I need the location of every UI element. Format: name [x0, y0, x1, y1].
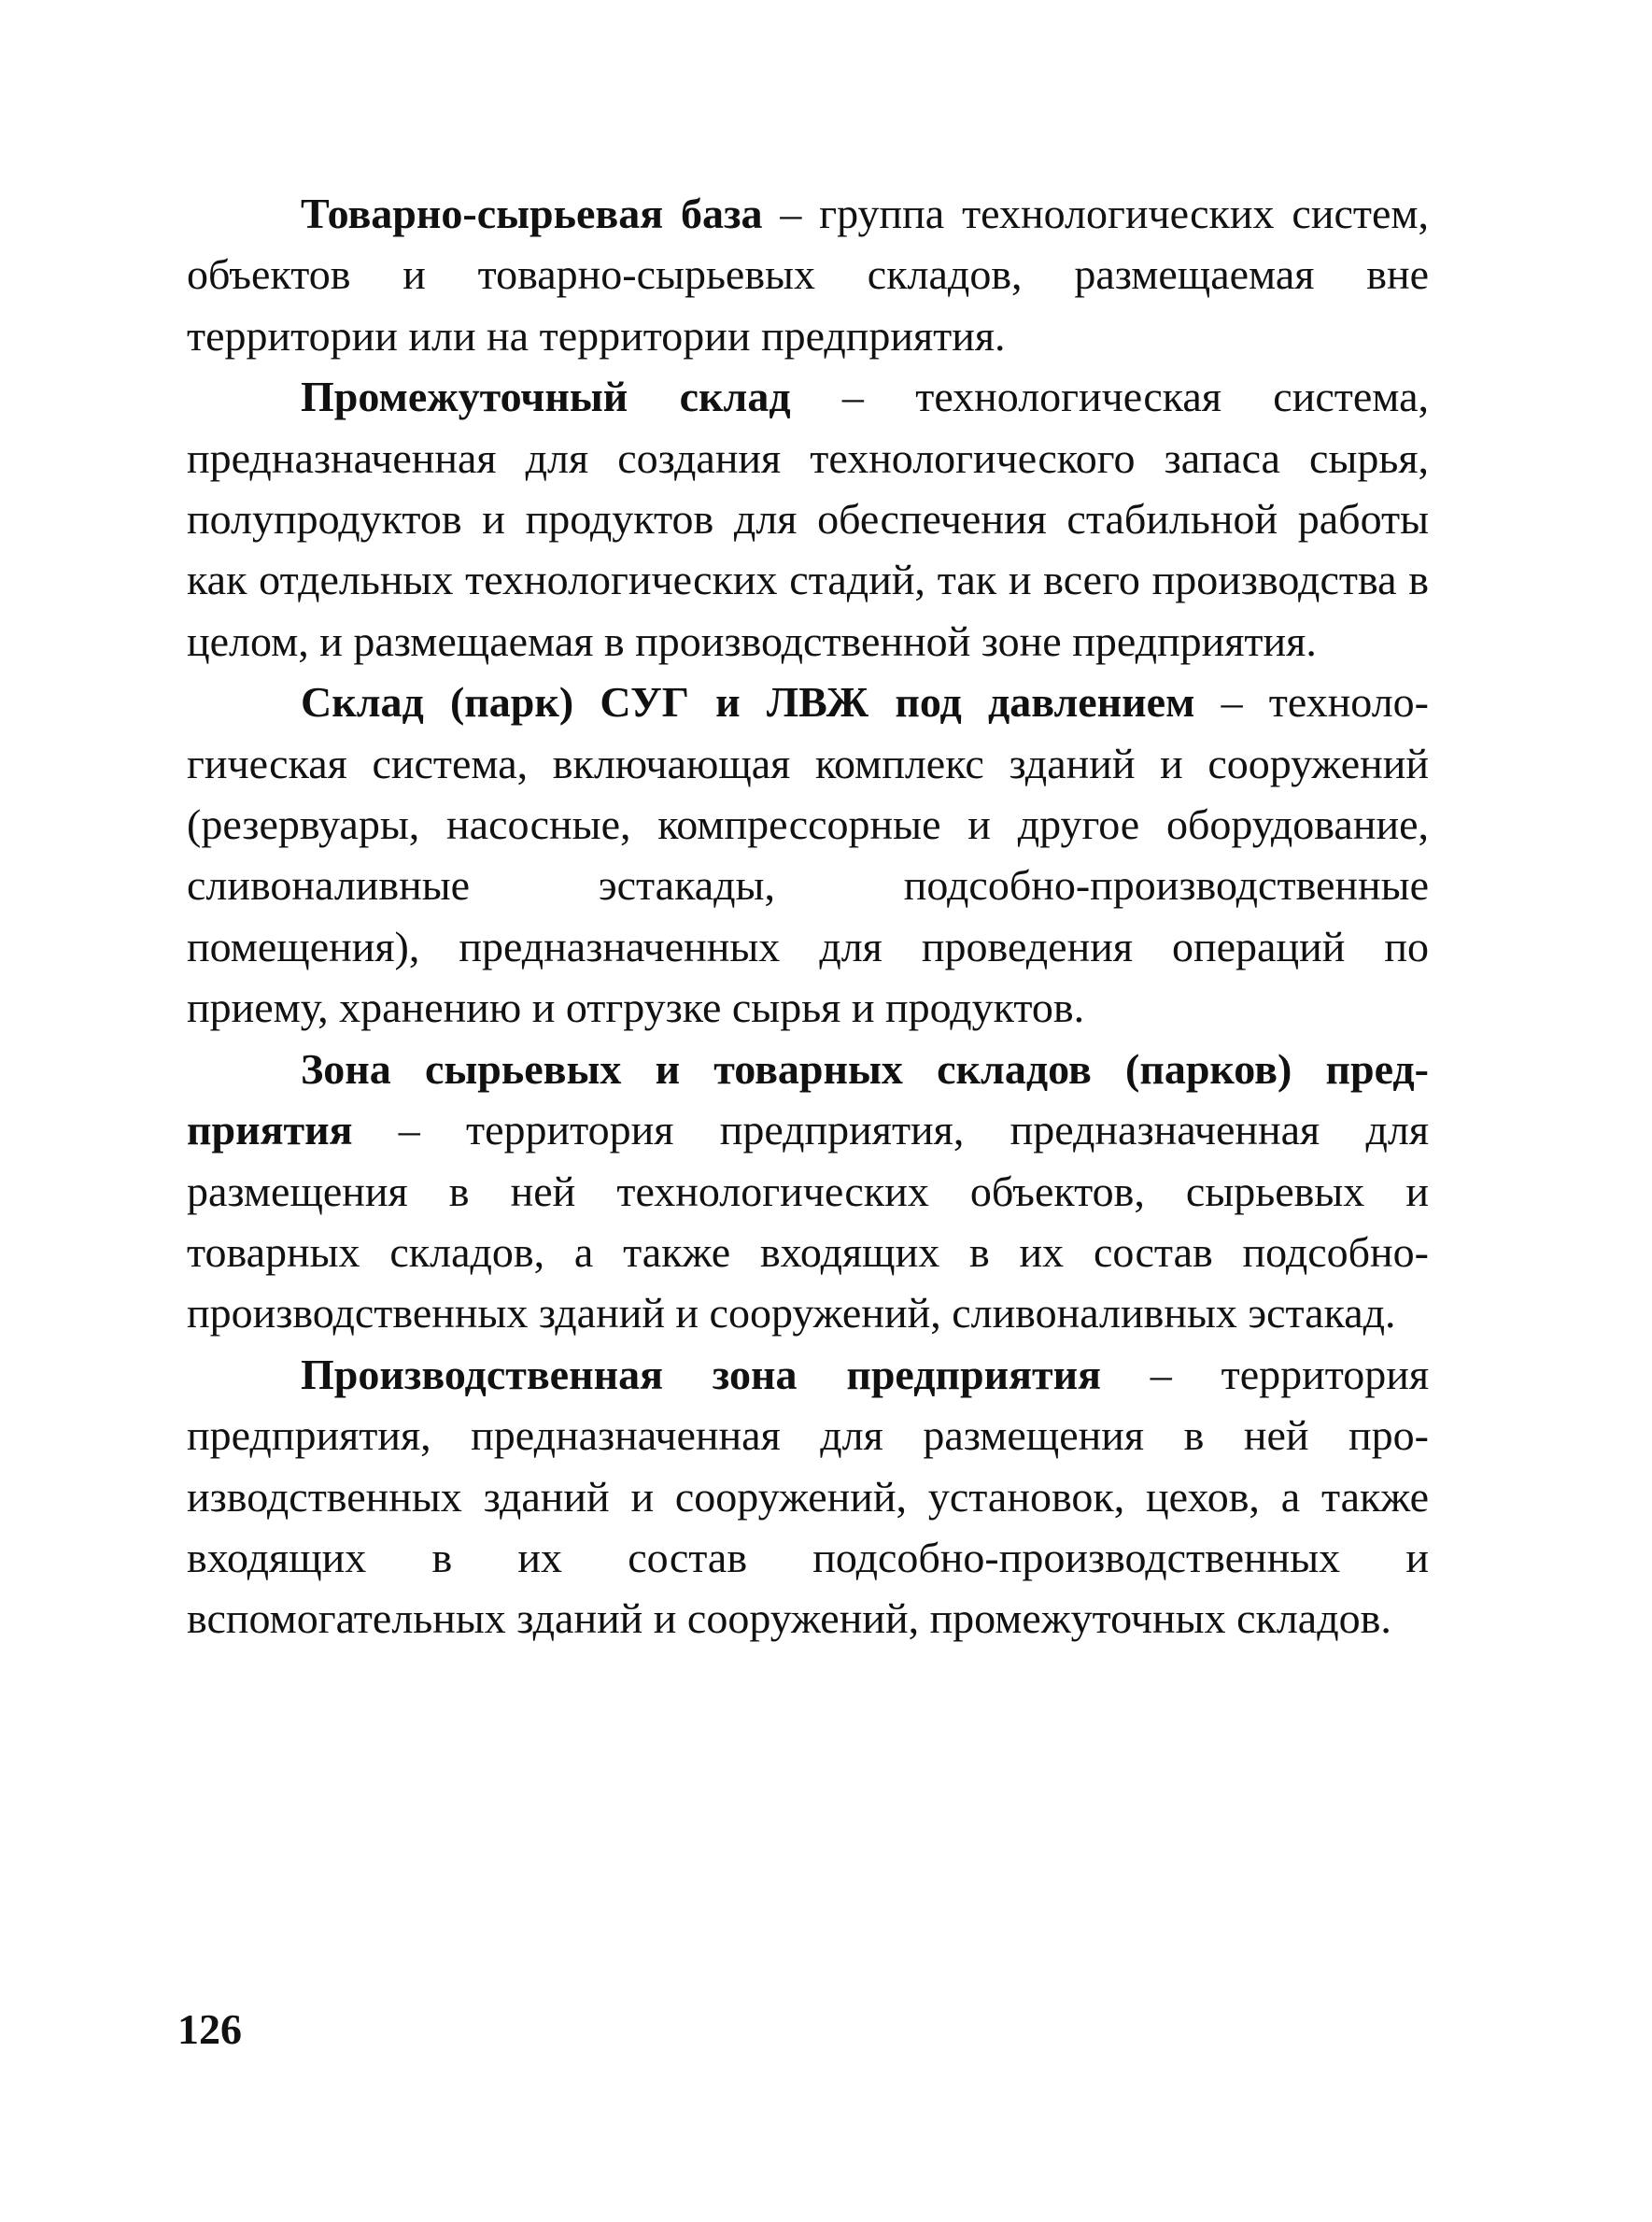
definition-paragraph	[187, 183, 1429, 366]
defined-term: Склад (парк) СУГ и ЛВЖ под давлением	[301, 678, 1195, 727]
definition-paragraph	[187, 366, 1429, 672]
definition-paragraph	[187, 1039, 1429, 1344]
term-definition: – технологическая система, включающая комплекс зданий и сооружений (резервуары, насосные, компрессорные и другое оборудование, сливоналивные эстакады, подсобно-производственные помещения), предназначенных для проведения операций по приему, хранению и отгрузке сырья и продуктов.	[187, 678, 1429, 1032]
defined-term: Производственная зона предприятия	[301, 1350, 1101, 1398]
term-definition: – территория предприятия, предназначенная для размещения в ней производственных зданий и сооружений, установок, цехов, а также входящих в их состав подсобно-производственных и вспомогательных зданий и сооружений, промежуточных складов.	[187, 1350, 1429, 1643]
defined-term: Промежуточный склад	[301, 373, 791, 421]
defined-term: Товарно-сырьевая база	[301, 190, 763, 237]
page-number: 126	[177, 2005, 242, 2053]
defined-term: Зона сырьевых и товарных складов (парков) предприятия	[187, 1044, 1429, 1154]
definition-paragraph	[187, 672, 1429, 1038]
term-definition: – группа технологических систем, объектов и товарно-сырьевых складов, размещаемая вне территории или на территории предприятия.	[187, 190, 1429, 360]
term-definition: – территория предприятия, предназначенная для размещения в ней технологических объектов, сырьевых и товарных складов, а также входящих в их состав подсобно-производственных зданий и сооружений, сливоналивных эстакад.	[187, 1106, 1429, 1337]
term-definition: – технологическая система, предназначенная для создания технологического запаса сырья, полупродуктов и продуктов для обеспечения стабильной работы как отдельных технологических стадий, так и всего производства в целом, и размещаемая в производственной зоне предприятия.	[187, 373, 1429, 665]
definition-paragraph	[187, 1344, 1429, 1649]
page-body	[187, 183, 1429, 1649]
